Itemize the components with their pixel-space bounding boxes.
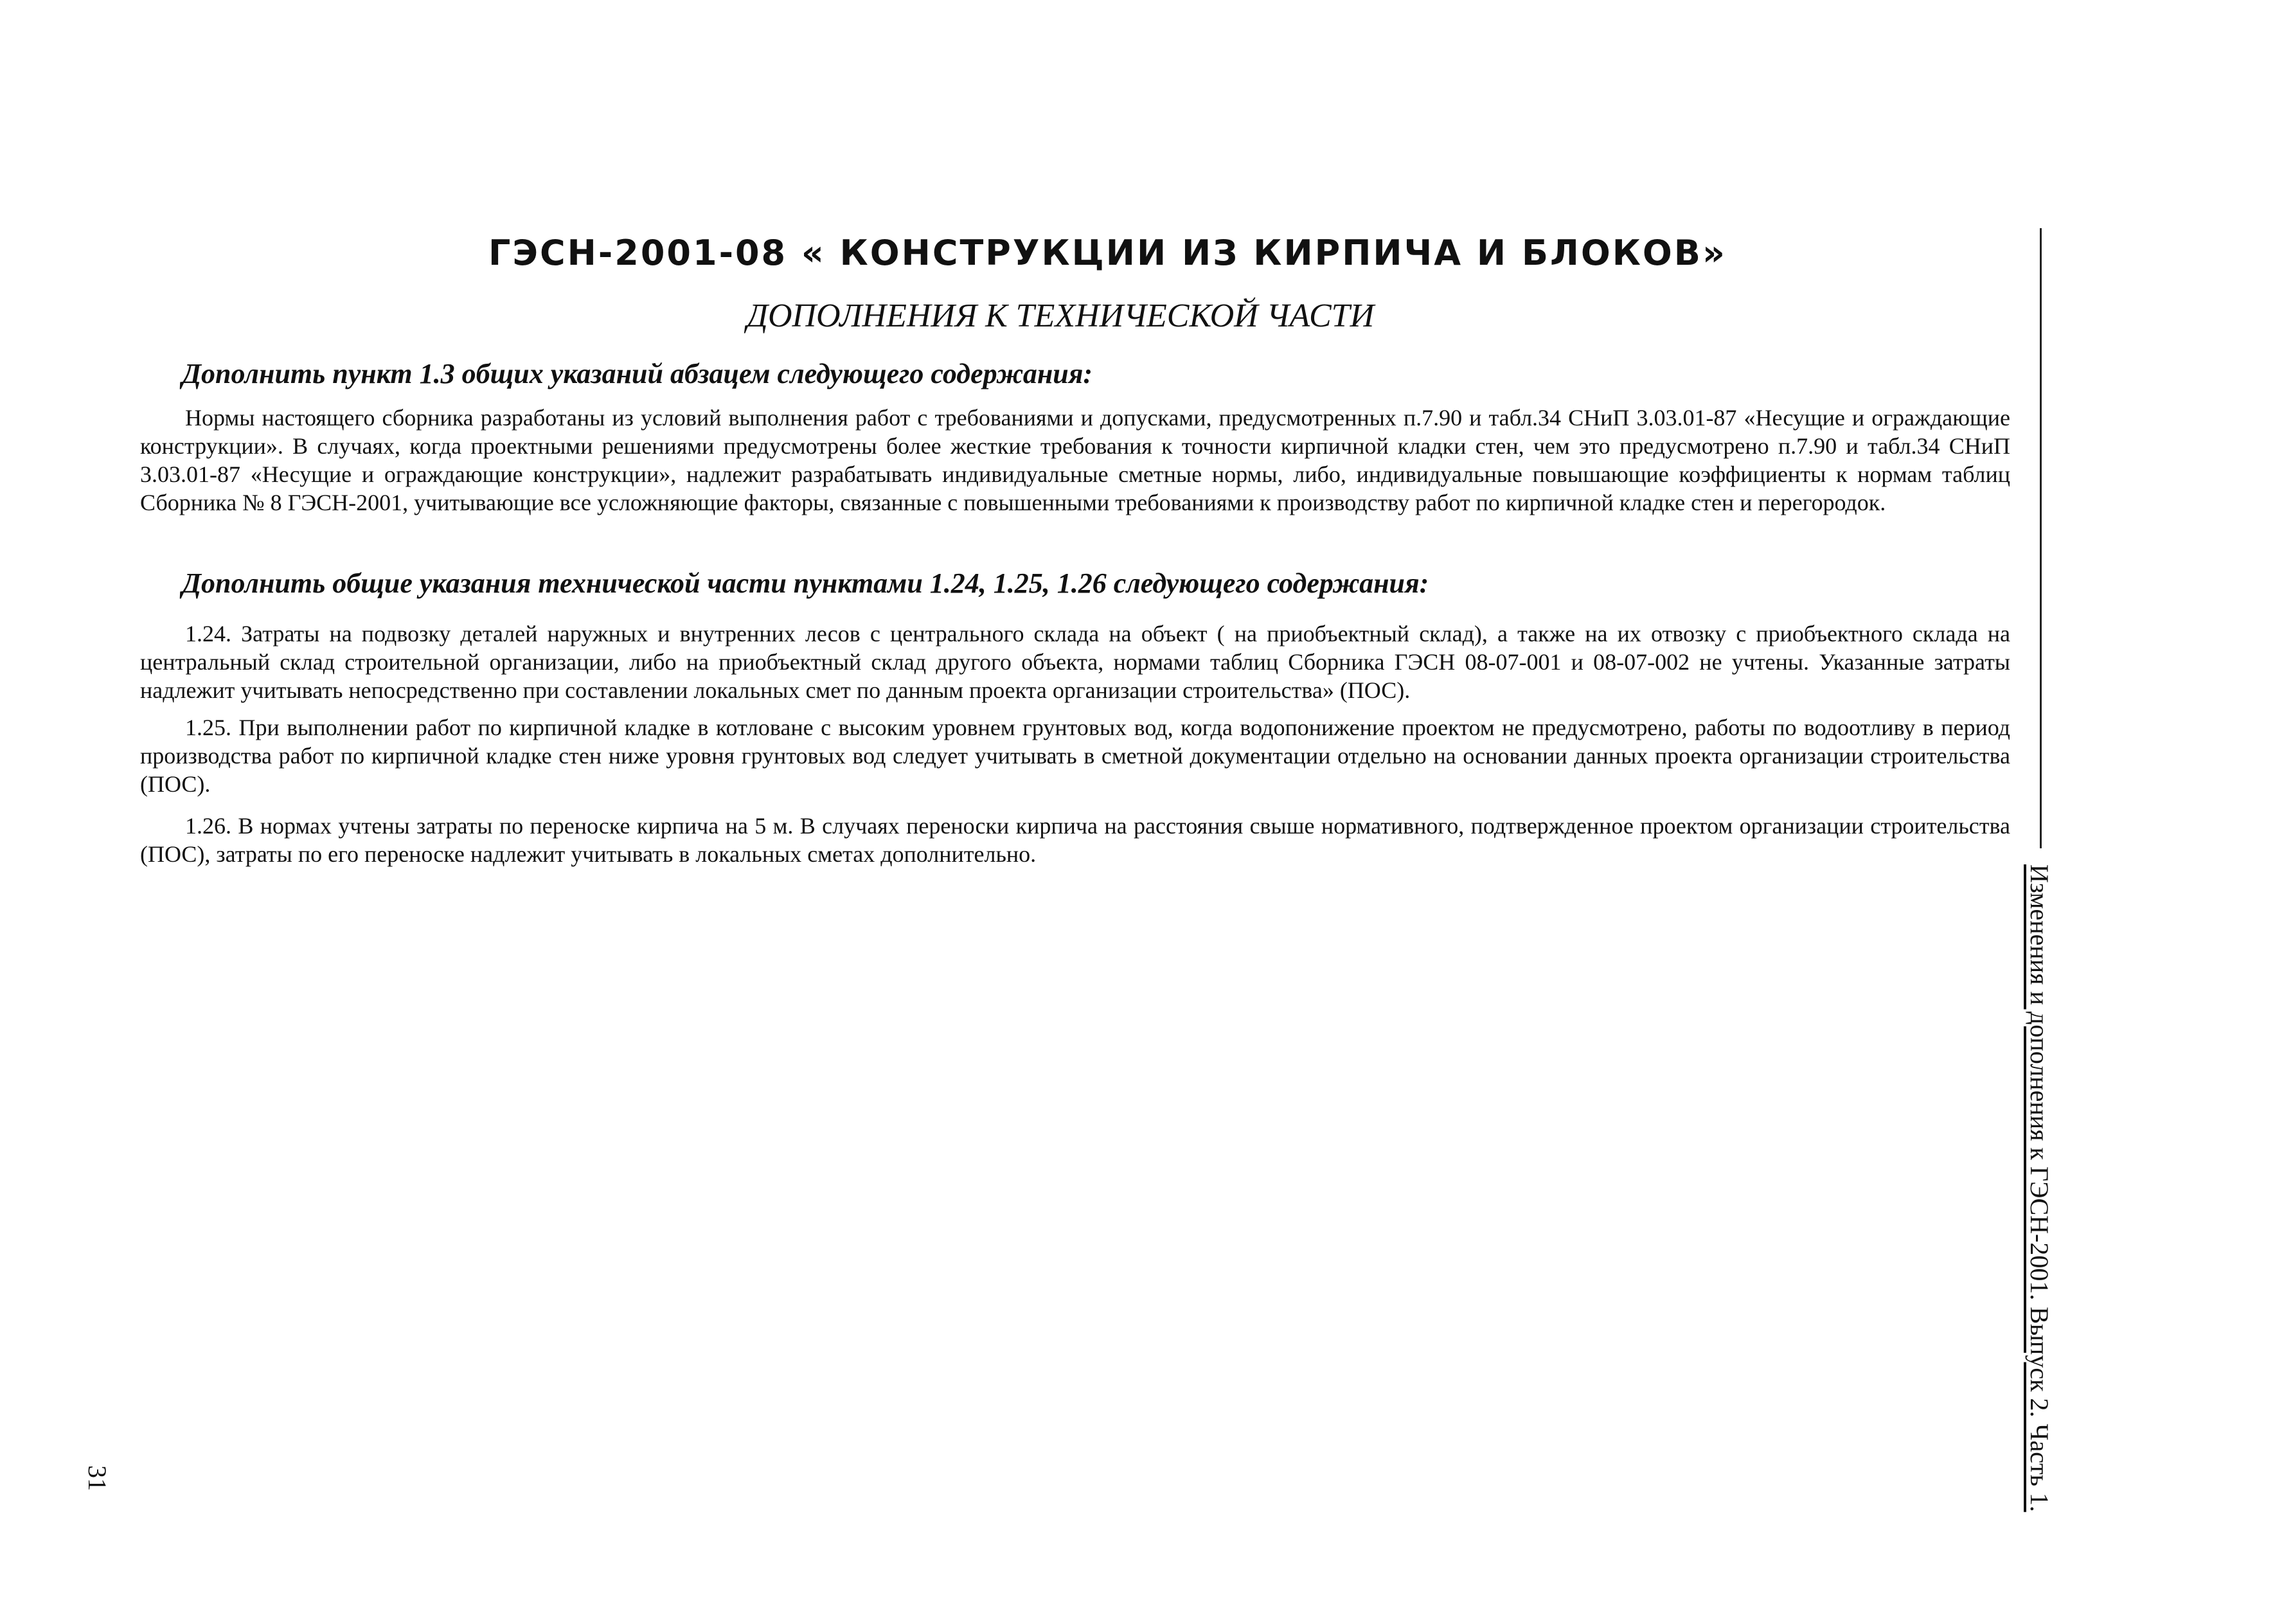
section-heading: ДОПОЛНЕНИЯ К ТЕХНИЧЕСКОЙ ЧАСТИ bbox=[746, 298, 1375, 334]
margin-note: Изменения и дополнения к ГЭСН-2001. Выпуск 2. Часть 1. bbox=[2025, 864, 2054, 1512]
item-1-25: 1.25. При выполнении работ по кирпичной кладке в котловане с высоким уровнем грунтовых вод, когда водопонижение проектом не предусмотрено, работы по водоотливу в период производства работ по кирпичной кладке стен ниже уровня грунтовых вод следует учитывать в сметной документации отдельно на основании данных проекта организации строительства (ПОС). bbox=[140, 715, 2010, 797]
subheading-1: Дополнить пункт 1.3 общих указаний абзацем следующего содержания: bbox=[182, 358, 1093, 389]
margin-rule bbox=[2040, 228, 2042, 848]
item-1-26: 1.26. В нормах учтены затраты по переноске кирпича на 5 м. В случаях переноски кирпича на расстояния свыше нормативного, подтвержденное проектом организации строительства (ПОС), затраты по его переноске надлежит учитывать в локальных сметах дополнительно. bbox=[140, 813, 2010, 867]
page-number: 31 bbox=[83, 1465, 112, 1491]
page-title: ГЭСН-2001-08 « КОНСТРУКЦИИ ИЗ КИРПИЧА И БЛОКОВ» bbox=[488, 233, 1727, 273]
item-1-24: 1.24. Затраты на подвозку деталей наружных и внутренних лесов с центрального склада на объект ( на приобъектный склад), а также на их отвозку с приобъектного склада на центральный склад строительной организации, либо на приобъектный склад другого объекта, нормами таблиц Сборника ГЭСН 08-07-001 и 08-07-002 не учтены. Указанные затраты надлежит учитывать непосредственно при составлении локальных смет по данным проекта организации строительства» (ПОС). bbox=[140, 621, 2010, 703]
paragraph-1: Нормы настоящего сборника разработаны из условий выполнения работ с требованиями и допусками, предусмотренных п.7.90 и табл.34 СНиП 3.03.01-87 «Несущие и ограждающие конструкции». В случаях, когда проектными решениями предусмотрены более жесткие требования к точности кирпичной кладки стен, чем это предусмотрено п.7.90 и табл.34 СНиП 3.03.01-87 «Несущие и ограждающие конструкции», надлежит разрабатывать индивидуальные сметные нормы, либо, индивидуальные повышающие коэффициенты к нормам таблиц Сборника № 8 ГЭСН-2001, учитывающие все усложняющие факторы, связанные с повышенными требованиями к производству работ по кирпичной кладке стен и перегородок. bbox=[140, 405, 2010, 515]
subheading-2: Дополнить общие указания технической части пунктами 1.24, 1.25, 1.26 следующего содержания: bbox=[182, 567, 1429, 599]
